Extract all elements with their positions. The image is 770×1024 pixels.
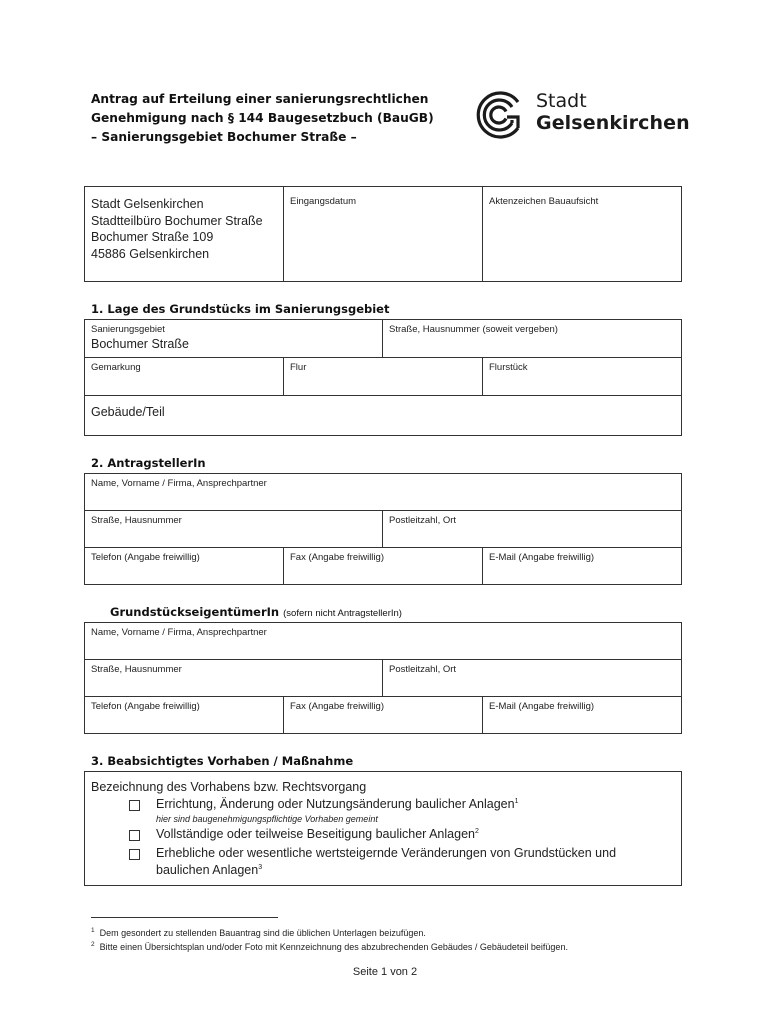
footnote-1-text: Dem gesondert zu stellenden Bauantrag sind die üblichen Unterlagen beizufügen. (99, 928, 426, 938)
antragsteller-telefon-field[interactable] (84, 547, 284, 585)
owner-telefon-field[interactable] (84, 696, 284, 734)
antragsteller-name-field[interactable] (84, 473, 682, 511)
antragsteller-strasse-label: Straße, Hausnummer (91, 515, 182, 526)
section-2-table (84, 473, 682, 585)
owner-heading-note: (sofern nicht AntragstellerIn) (283, 608, 402, 619)
owner-strasse-field[interactable] (84, 659, 383, 697)
antragsteller-fax-label: Fax (Angabe freiwillig) (290, 552, 384, 563)
owner-fax-label: Fax (Angabe freiwillig) (290, 701, 384, 712)
gebaeude-teil-field[interactable] (84, 395, 682, 436)
option-2-footnote-ref: 2 (474, 827, 479, 835)
document-title (91, 90, 434, 147)
option-1-label (156, 797, 519, 811)
option-3-checkbox[interactable] (129, 849, 140, 860)
owner-email-label: E-Mail (Angabe freiwillig) (489, 701, 595, 712)
recipient-address-cell (84, 186, 284, 282)
sanierungsgebiet-label: Sanierungsgebiet (91, 324, 165, 335)
owner-email-field[interactable] (482, 696, 682, 734)
owner-name-label: Name, Vorname / Firma, Ansprechpartner (91, 627, 267, 638)
owner-name-field[interactable] (84, 622, 682, 660)
owner-plz-label: Postleitzahl, Ort (389, 664, 457, 675)
option-3-text: baulichen Anlagen (156, 863, 259, 877)
eingangsdatum-field[interactable] (283, 186, 483, 282)
title-line-1: Antrag auf Erteilung einer sanierungsrechtlichen (91, 92, 429, 106)
owner-fax-field[interactable] (283, 696, 483, 734)
footnote-divider (91, 917, 278, 918)
address-line-4: 45886 Gelsenkirchen (91, 246, 210, 261)
owner-table (84, 622, 682, 734)
logo-name-text: Gelsenkirchen (536, 112, 690, 134)
address-line-1: Stadt Gelsenkirchen (91, 197, 204, 211)
city-logo (474, 90, 690, 140)
grundstueck-strasse-field[interactable] (382, 319, 682, 358)
option-1-note: hier sind baugenehmigungspflichtige Vorhaben gemeint (156, 814, 378, 824)
option-2-text: Vollständige oder teilweise Beseitigung baulicher Anlagen (156, 827, 475, 841)
eingangsdatum-label: Eingangsdatum (290, 196, 357, 207)
address-line-3: Bochumer Straße 109 (91, 230, 214, 244)
antragsteller-plz-field[interactable] (382, 510, 682, 548)
footnote-2-number: 2 (91, 941, 95, 948)
option-1-text: Errichtung, Änderung oder Nutzungsänderung baulicher Anlagen (156, 797, 515, 811)
title-line-2: Genehmigung nach § 144 Baugesetzbuch (BauGB) (91, 111, 434, 125)
footnote-2-text: Bitte einen Übersichtsplan und/oder Foto mit Kennzeichnung des abzubrechenden Gebäudes / Gebäudeteil beifügen. (99, 942, 568, 952)
gelsenkirchen-logo-icon (474, 90, 528, 140)
gemarkung-label: Gemarkung (91, 362, 141, 373)
logo-city-text: Stadt (536, 90, 587, 112)
antragsteller-name-label: Name, Vorname / Firma, Ansprechpartner (91, 478, 267, 489)
recipient-address (91, 196, 263, 262)
grundstueck-strasse-label: Straße, Hausnummer (soweit vergeben) (389, 324, 558, 335)
title-line-3: – Sanierungsgebiet Bochumer Straße – (91, 130, 357, 144)
antragsteller-fax-field[interactable] (283, 547, 483, 585)
antragsteller-email-label: E-Mail (Angabe freiwillig) (489, 552, 595, 563)
footnote-2 (91, 941, 568, 952)
antragsteller-email-field[interactable] (482, 547, 682, 585)
recipient-box (84, 186, 682, 282)
gemarkung-field[interactable] (84, 357, 284, 396)
option-3-footnote-ref: 3 (258, 863, 263, 871)
section-1-heading: 1. Lage des Grundstücks im Sanierungsgebiet (91, 302, 390, 316)
flurstueck-field[interactable] (482, 357, 682, 396)
aktenzeichen-field[interactable] (482, 186, 682, 282)
section-1-table (84, 319, 682, 436)
flur-label: Flur (290, 362, 307, 373)
option-2-label (156, 827, 479, 841)
sanierungsgebiet-value: Bochumer Straße (91, 337, 189, 351)
flurstueck-label: Flurstück (489, 362, 528, 373)
option-2-checkbox[interactable] (129, 830, 140, 841)
option-1-checkbox[interactable] (129, 800, 140, 811)
section-2-heading: 2. AntragstellerIn (91, 456, 206, 470)
footnote-1 (91, 927, 426, 938)
owner-strasse-label: Straße, Hausnummer (91, 664, 182, 675)
antragsteller-telefon-label: Telefon (Angabe freiwillig) (91, 552, 200, 563)
antragsteller-plz-label: Postleitzahl, Ort (389, 515, 457, 526)
owner-plz-field[interactable] (382, 659, 682, 697)
option-3-label-line-2 (156, 863, 262, 877)
section-3-heading: 3. Beabsichtigtes Vorhaben / Maßnahme (91, 754, 354, 768)
sanierungsgebiet-field[interactable] (84, 319, 383, 358)
owner-heading (110, 605, 402, 619)
flur-field[interactable] (283, 357, 483, 396)
owner-telefon-label: Telefon (Angabe freiwillig) (91, 701, 200, 712)
gebaeude-teil-label: Gebäude/Teil (91, 405, 165, 419)
option-1-footnote-ref: 1 (514, 797, 519, 805)
footnote-1-number: 1 (91, 927, 95, 934)
option-3-label-line-1: Erhebliche oder wesentliche wertsteigernde Veränderungen von Grundstücken und (156, 846, 617, 860)
address-line-2: Stadtteilbüro Bochumer Straße (91, 213, 263, 228)
page-number: Seite 1 von 2 (352, 966, 418, 978)
section-3-box (84, 771, 682, 886)
antragsteller-strasse-field[interactable] (84, 510, 383, 548)
owner-heading-text: GrundstückseigentümerIn (110, 605, 280, 619)
aktenzeichen-label: Aktenzeichen Bauaufsicht (489, 196, 599, 207)
vorhaben-intro: Bezeichnung des Vorhabens bzw. Rechtsvorgang (91, 780, 367, 794)
